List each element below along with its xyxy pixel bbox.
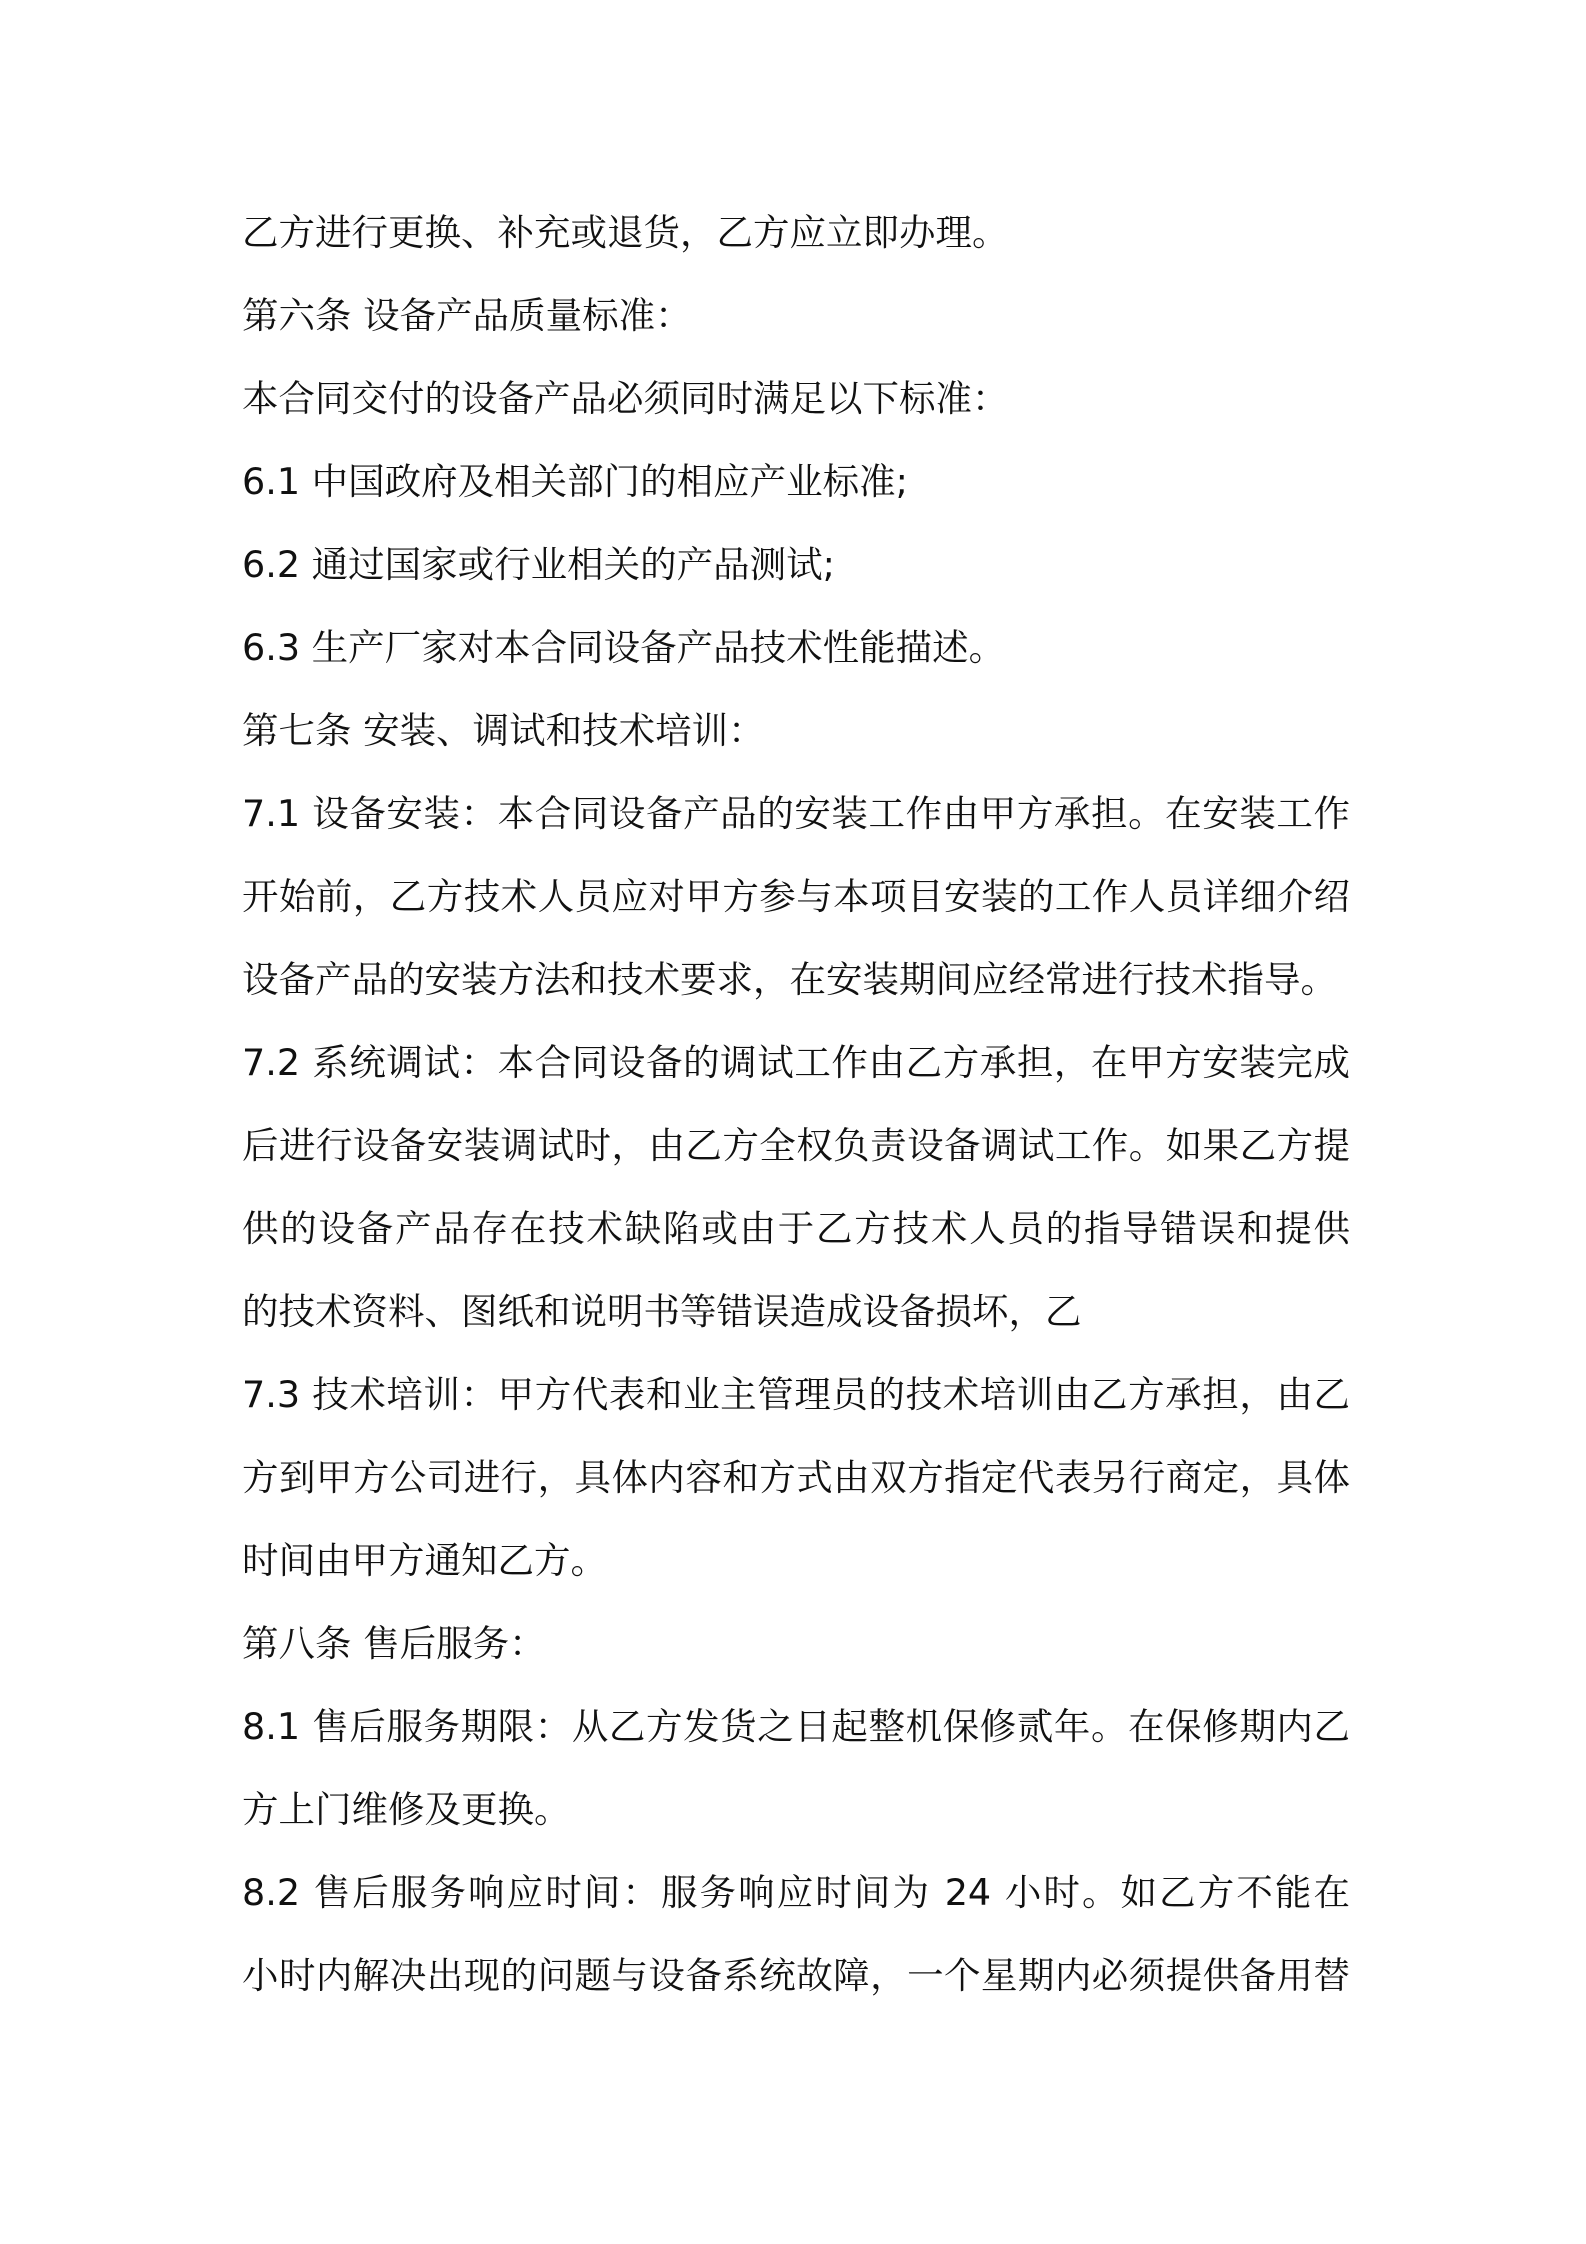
text-line: 设备产品的安装方法和技术要求，在安装期间应经常进行技术指导。 <box>242 958 1337 1001</box>
text-line: 时间由甲方通知乙方。 <box>242 1539 607 1582</box>
clause-6-2: 6.2 通过国家或行业相关的产品测试; <box>242 543 835 586</box>
document-body <box>242 191 1350 2017</box>
clause-8-1: 8.1 售后服务期限：从乙方发货之日起整机保修贰年。在保修期内乙 <box>242 1705 1350 1748</box>
clause-7-2: 7.2 系统调试：本合同设备的调试工作由乙方承担，在甲方安装完成 <box>242 1041 1350 1084</box>
text-line: 开始前，乙方技术人员应对甲方参与本项目安装的工作人员详细介绍 <box>242 875 1350 918</box>
text-line: 本合同交付的设备产品必须同时满足以下标准： <box>242 377 1009 420</box>
clause-8-2: 8.2 售后服务响应时间：服务响应时间为 24 小时。如乙方不能在 <box>242 1871 1350 1914</box>
clause-7-3: 7.3 技术培训：甲方代表和业主管理员的技术培训由乙方承担，由乙 <box>242 1373 1350 1416</box>
text-line: 方到甲方公司进行，具体内容和方式由双方指定代表另行商定，具体 <box>242 1456 1350 1499</box>
text-line: 小时内解决出现的问题与设备系统故障，一个星期内必须提供备用替 <box>242 1954 1350 1997</box>
text-line: 后进行设备安装调试时，由乙方全权负责设备调试工作。如果乙方提 <box>242 1124 1350 1167</box>
clause-6-3: 6.3 生产厂家对本合同设备产品技术性能描述。 <box>242 626 1006 669</box>
clause-7-1: 7.1 设备安装：本合同设备产品的安装工作由甲方承担。在安装工作 <box>242 792 1350 835</box>
section-heading-7: 第七条 安装、调试和技术培训： <box>242 709 765 752</box>
section-heading-8: 第八条 售后服务： <box>242 1622 546 1665</box>
section-heading-6: 第六条 设备产品质量标准： <box>242 294 692 337</box>
text-line: 方上门维修及更换。 <box>242 1788 571 1831</box>
text-line: 供的设备产品存在技术缺陷或由于乙方技术人员的指导错误和提供 <box>242 1207 1350 1250</box>
text-line: 乙方进行更换、补充或退货，乙方应立即办理。 <box>242 211 1009 254</box>
clause-6-1: 6.1 中国政府及相关部门的相应产业标准; <box>242 460 908 503</box>
text-line: 的技术资料、图纸和说明书等错误造成设备损坏，乙 <box>242 1290 1082 1333</box>
